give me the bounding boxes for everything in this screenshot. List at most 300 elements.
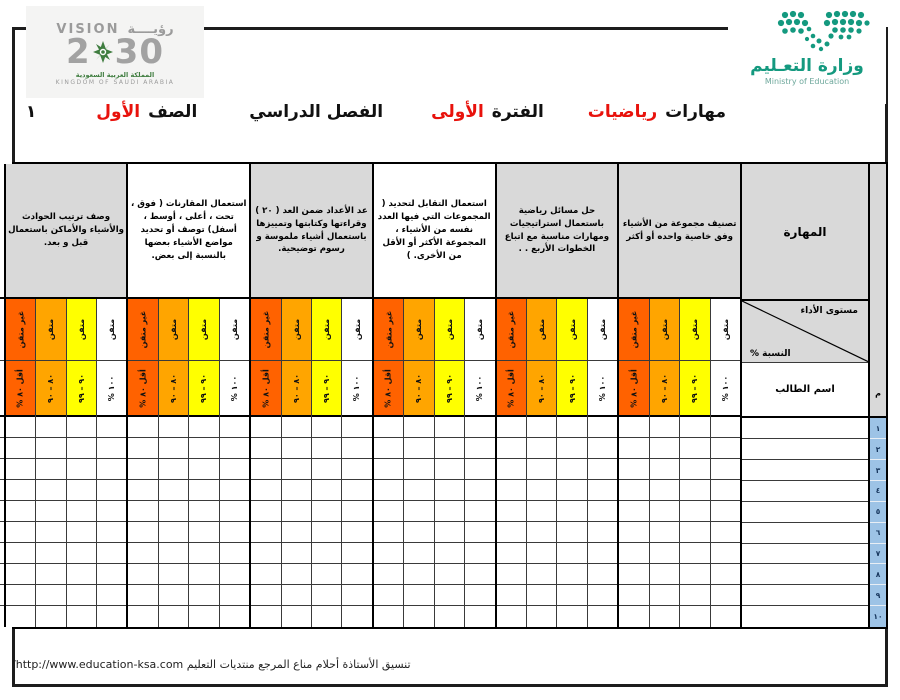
mark-cell[interactable] (220, 522, 249, 543)
mark-cell[interactable] (588, 501, 617, 522)
row-number-cell: ٩ (870, 585, 886, 606)
student-name-cell[interactable] (742, 502, 868, 523)
mark-cell[interactable] (220, 501, 249, 522)
mark-cell[interactable] (6, 522, 35, 543)
mark-cell[interactable] (220, 606, 249, 627)
mark-cell[interactable] (159, 585, 188, 606)
mark-cell[interactable] (588, 585, 617, 606)
mark-cell[interactable] (159, 417, 188, 438)
level-header-cell (312, 299, 341, 361)
mark-cell[interactable] (36, 606, 65, 627)
mark-cell[interactable] (404, 501, 433, 522)
mark-cell[interactable] (527, 459, 556, 480)
mark-cell[interactable] (220, 480, 249, 501)
mark-cell[interactable] (557, 606, 586, 627)
mark-cell[interactable] (189, 606, 218, 627)
mark-cell[interactable] (251, 438, 280, 459)
mark-cell[interactable] (97, 585, 126, 606)
mark-cell[interactable] (650, 564, 679, 585)
mark-cell[interactable] (189, 543, 218, 564)
skill-header-cell: تصنيف مجموعة من الأشياء وفق خاصية واحده أو أكثر (619, 164, 740, 299)
mark-cell[interactable] (404, 459, 433, 480)
mark-cell[interactable] (282, 438, 311, 459)
mark-cell[interactable] (67, 480, 96, 501)
mark-cell[interactable] (0, 606, 4, 627)
mark-cell[interactable] (0, 480, 4, 501)
mark-cell[interactable] (189, 522, 218, 543)
mark-cell[interactable] (497, 438, 526, 459)
mark-cell[interactable] (342, 585, 371, 606)
level-subcolumn (434, 299, 464, 627)
mark-cell[interactable] (6, 501, 35, 522)
mark-cell[interactable] (97, 522, 126, 543)
mark-cell[interactable] (650, 417, 679, 438)
mark-cell[interactable] (189, 501, 218, 522)
mark-cell[interactable] (282, 522, 311, 543)
mark-cell[interactable] (557, 417, 586, 438)
mark-cell[interactable] (465, 543, 494, 564)
mark-cell[interactable] (588, 543, 617, 564)
mark-cell[interactable] (342, 417, 371, 438)
mark-cell[interactable] (619, 459, 648, 480)
rotated-label: أقل ٨٠ % (15, 368, 25, 408)
mark-cell[interactable] (282, 480, 311, 501)
mark-cell[interactable] (711, 543, 740, 564)
mark-cell[interactable] (67, 522, 96, 543)
mark-cell[interactable] (0, 501, 4, 522)
mark-cell[interactable] (404, 543, 433, 564)
mark-cell[interactable] (220, 585, 249, 606)
mark-cell[interactable] (435, 564, 464, 585)
mark-cell[interactable] (6, 543, 35, 564)
rotated-label: متقن (76, 318, 86, 341)
mark-cell[interactable] (374, 459, 403, 480)
mark-cell[interactable] (128, 438, 157, 459)
mark-cell[interactable] (711, 606, 740, 627)
mark-cell[interactable] (251, 459, 280, 480)
mark-cell[interactable] (36, 480, 65, 501)
title-segment: ١ (25, 102, 37, 122)
mark-cell[interactable] (97, 438, 126, 459)
mark-cell[interactable] (251, 501, 280, 522)
mark-cell[interactable] (312, 606, 341, 627)
student-name-cell[interactable] (742, 523, 868, 544)
mark-cell[interactable] (97, 543, 126, 564)
mark-cell[interactable] (97, 417, 126, 438)
student-name-cell[interactable] (742, 606, 868, 627)
mark-cell[interactable] (527, 522, 556, 543)
mark-cell[interactable] (220, 417, 249, 438)
student-name-cell[interactable] (742, 564, 868, 585)
mark-cell[interactable] (465, 459, 494, 480)
mark-cell[interactable] (67, 543, 96, 564)
mark-cell[interactable] (619, 522, 648, 543)
mark-cell[interactable] (527, 501, 556, 522)
mark-cell[interactable] (36, 522, 65, 543)
mark-cell[interactable] (251, 480, 280, 501)
vision-country-ar: المملكة العربية السعودية (75, 71, 155, 79)
mark-cell[interactable] (67, 459, 96, 480)
mark-cell[interactable] (97, 501, 126, 522)
mark-cell[interactable] (67, 417, 96, 438)
mark-cell[interactable] (527, 585, 556, 606)
mark-cell[interactable] (159, 522, 188, 543)
mark-cell[interactable] (711, 564, 740, 585)
mark-cell[interactable] (650, 480, 679, 501)
mark-cell[interactable] (67, 585, 96, 606)
rotated-label: غير متقن (15, 310, 25, 349)
mark-cell[interactable] (282, 585, 311, 606)
mark-cell[interactable] (497, 543, 526, 564)
mark-cell[interactable] (497, 501, 526, 522)
mark-cell[interactable] (680, 543, 709, 564)
ministry-logo-dots-icon (743, 8, 871, 54)
mark-cell[interactable] (527, 564, 556, 585)
level-subcolumn (679, 299, 709, 627)
mark-cell[interactable] (497, 480, 526, 501)
mark-cell[interactable] (251, 543, 280, 564)
mark-cell[interactable] (557, 438, 586, 459)
mark-cell[interactable] (251, 585, 280, 606)
mark-cell[interactable] (619, 585, 648, 606)
mark-cell[interactable] (435, 606, 464, 627)
mark-cell[interactable] (465, 480, 494, 501)
mark-cell[interactable] (342, 564, 371, 585)
mark-cell[interactable] (527, 606, 556, 627)
mark-cell[interactable] (220, 564, 249, 585)
mark-cell[interactable] (497, 522, 526, 543)
mark-cell[interactable] (619, 417, 648, 438)
mark-cell[interactable] (711, 417, 740, 438)
mark-cell[interactable] (435, 522, 464, 543)
mark-cell[interactable] (680, 501, 709, 522)
mark-cell[interactable] (128, 564, 157, 585)
mark-cell[interactable] (465, 417, 494, 438)
mark-cell[interactable] (97, 480, 126, 501)
mark-cell[interactable] (497, 459, 526, 480)
mark-cell[interactable] (404, 585, 433, 606)
mark-cell[interactable] (159, 543, 188, 564)
vision-word-en: VISION (56, 22, 120, 37)
percent-range-cell (588, 361, 617, 417)
rotated-label: متقن (291, 318, 301, 341)
mark-cell[interactable] (588, 606, 617, 627)
mark-cell[interactable] (67, 564, 96, 585)
mark-cell[interactable] (0, 438, 4, 459)
mark-cell[interactable] (6, 480, 35, 501)
mark-cell[interactable] (404, 438, 433, 459)
mark-cell[interactable] (36, 543, 65, 564)
mark-cell[interactable] (128, 459, 157, 480)
mark-cell[interactable] (497, 564, 526, 585)
mark-cell[interactable] (6, 459, 35, 480)
mark-cell[interactable] (36, 501, 65, 522)
mark-cell[interactable] (465, 501, 494, 522)
mark-cell[interactable] (312, 417, 341, 438)
mark-cell[interactable] (312, 459, 341, 480)
level-subcolumn (6, 299, 35, 627)
mark-cell[interactable] (0, 543, 4, 564)
mark-cell[interactable] (342, 522, 371, 543)
mark-cell[interactable] (619, 438, 648, 459)
mark-cell[interactable] (527, 543, 556, 564)
mark-cell[interactable] (650, 501, 679, 522)
level-subcolumns (374, 299, 495, 627)
mark-cell[interactable] (0, 585, 4, 606)
rotated-label: متقن (475, 318, 485, 341)
mark-cell[interactable] (374, 480, 403, 501)
mark-cell[interactable] (251, 522, 280, 543)
mark-cell[interactable] (282, 606, 311, 627)
mark-cell[interactable] (588, 564, 617, 585)
mark-cell[interactable] (159, 480, 188, 501)
mark-cell[interactable] (374, 564, 403, 585)
rotated-label: متقن (107, 318, 117, 341)
mark-cell[interactable] (189, 438, 218, 459)
mark-cell[interactable] (680, 480, 709, 501)
mark-cell[interactable] (67, 606, 96, 627)
vision-2030-logo (26, 6, 204, 98)
mark-cell[interactable] (189, 417, 218, 438)
vision-country-en: KINGDOM OF SAUDI ARABIA (55, 79, 175, 86)
mark-cell[interactable] (0, 417, 4, 438)
mark-cell[interactable] (711, 522, 740, 543)
mark-cell[interactable] (282, 543, 311, 564)
mark-cell[interactable] (619, 480, 648, 501)
mark-cell[interactable] (0, 564, 4, 585)
mark-cell[interactable] (36, 459, 65, 480)
mark-cell[interactable] (342, 543, 371, 564)
mark-cell[interactable] (36, 564, 65, 585)
mark-cell[interactable] (588, 459, 617, 480)
mark-cell[interactable] (128, 417, 157, 438)
mark-cell[interactable] (435, 438, 464, 459)
percent-range-cell (312, 361, 341, 417)
mark-cell[interactable] (342, 501, 371, 522)
mark-cell[interactable] (680, 438, 709, 459)
mark-cell[interactable] (711, 480, 740, 501)
level-header-cell (97, 299, 126, 361)
mark-cell[interactable] (680, 606, 709, 627)
rotated-label: ٩٠ – ٩٩ (444, 373, 454, 403)
rotated-label: متقن (567, 318, 577, 341)
mark-cell[interactable] (36, 438, 65, 459)
mark-cell[interactable] (680, 522, 709, 543)
mark-cell[interactable] (619, 564, 648, 585)
mark-cell[interactable] (711, 585, 740, 606)
mark-cell[interactable] (680, 564, 709, 585)
mark-cell[interactable] (67, 501, 96, 522)
mark-cell[interactable] (374, 501, 403, 522)
mark-cell[interactable] (282, 417, 311, 438)
mark-cell[interactable] (251, 564, 280, 585)
mark-cell[interactable] (189, 459, 218, 480)
mark-cell[interactable] (6, 438, 35, 459)
mark-cell[interactable] (374, 417, 403, 438)
mark-cell[interactable] (159, 438, 188, 459)
level-header-cell (527, 299, 556, 361)
rotated-label: غير متقن (384, 310, 394, 349)
mark-cell[interactable] (497, 417, 526, 438)
mark-cell[interactable] (374, 585, 403, 606)
mark-cell[interactable] (680, 417, 709, 438)
mark-cell[interactable] (312, 543, 341, 564)
mark-cell[interactable] (0, 522, 4, 543)
mark-cell[interactable] (619, 606, 648, 627)
mark-cell[interactable] (435, 417, 464, 438)
mark-cell[interactable] (312, 438, 341, 459)
mark-cell[interactable] (711, 438, 740, 459)
mark-cell[interactable] (220, 459, 249, 480)
mark-cell[interactable] (36, 417, 65, 438)
student-name-cell[interactable] (742, 460, 868, 481)
mark-cell[interactable] (128, 585, 157, 606)
mark-cell[interactable] (374, 543, 403, 564)
mark-cell[interactable] (220, 543, 249, 564)
mark-cell[interactable] (650, 543, 679, 564)
mark-cell[interactable] (650, 459, 679, 480)
mark-cell[interactable] (282, 564, 311, 585)
mark-cell[interactable] (435, 585, 464, 606)
mark-cell[interactable] (404, 480, 433, 501)
mark-cell[interactable] (374, 606, 403, 627)
mark-cell[interactable] (557, 564, 586, 585)
mark-cell[interactable] (497, 585, 526, 606)
mark-cell[interactable] (6, 606, 35, 627)
mark-cell[interactable] (557, 543, 586, 564)
mark-cell[interactable] (189, 480, 218, 501)
mark-cell[interactable] (159, 606, 188, 627)
mark-cell[interactable] (619, 501, 648, 522)
mark-cell[interactable] (0, 459, 4, 480)
mark-cell[interactable] (374, 438, 403, 459)
mark-cell[interactable] (36, 585, 65, 606)
skill-label-column (740, 164, 868, 627)
mark-cell[interactable] (128, 606, 157, 627)
mark-cell[interactable] (650, 438, 679, 459)
level-subcolumn (0, 299, 4, 627)
title-segment: مهارات (665, 102, 726, 122)
rotated-label: ١٠٠ % (475, 375, 485, 401)
level-subcolumn (649, 299, 679, 627)
mark-cell[interactable] (312, 501, 341, 522)
mark-cell[interactable] (159, 501, 188, 522)
student-name-cell[interactable] (742, 418, 868, 439)
mark-cell[interactable] (342, 480, 371, 501)
skills-grid (0, 164, 740, 627)
mark-cell[interactable] (189, 564, 218, 585)
mark-cell[interactable] (189, 585, 218, 606)
mark-cell[interactable] (435, 543, 464, 564)
mark-cell[interactable] (527, 438, 556, 459)
mark-cell[interactable] (97, 459, 126, 480)
mark-cell[interactable] (128, 480, 157, 501)
mark-cell[interactable] (557, 480, 586, 501)
mark-cell[interactable] (374, 522, 403, 543)
mark-cell[interactable] (557, 522, 586, 543)
mark-cell[interactable] (588, 480, 617, 501)
mark-cell[interactable] (282, 459, 311, 480)
vision-word-ar: رؤيــــة (127, 22, 174, 37)
mark-cell[interactable] (404, 522, 433, 543)
mark-cell[interactable] (128, 501, 157, 522)
mark-cell[interactable] (282, 501, 311, 522)
mark-cell[interactable] (650, 606, 679, 627)
mark-cell[interactable] (435, 480, 464, 501)
mark-cell[interactable] (711, 459, 740, 480)
rotated-label: ٨٠ – ٩٠ (46, 373, 56, 403)
mark-cell[interactable] (6, 585, 35, 606)
student-name-cell[interactable] (742, 544, 868, 565)
mark-cell[interactable] (342, 606, 371, 627)
mark-cell[interactable] (557, 459, 586, 480)
student-name-cell[interactable] (742, 439, 868, 460)
mark-cell[interactable] (404, 417, 433, 438)
mark-cell[interactable] (312, 564, 341, 585)
mark-cell[interactable] (465, 438, 494, 459)
mark-cell[interactable] (557, 585, 586, 606)
mark-cell[interactable] (97, 606, 126, 627)
mark-cell[interactable] (527, 480, 556, 501)
mark-cell[interactable] (465, 522, 494, 543)
mark-cell[interactable] (342, 438, 371, 459)
mark-cell[interactable] (465, 585, 494, 606)
mark-cell[interactable] (588, 438, 617, 459)
mark-cell[interactable] (97, 564, 126, 585)
mark-cell[interactable] (6, 417, 35, 438)
mark-cell[interactable] (588, 522, 617, 543)
mark-cell[interactable] (342, 459, 371, 480)
percent-range-cell (36, 361, 65, 417)
mark-cell[interactable] (404, 564, 433, 585)
mark-cell[interactable] (67, 438, 96, 459)
skill-header-cell (0, 164, 4, 299)
mark-cell[interactable] (6, 564, 35, 585)
mark-cell[interactable] (497, 606, 526, 627)
mark-cell[interactable] (557, 501, 586, 522)
mark-cell[interactable] (435, 501, 464, 522)
student-name-cell[interactable] (742, 481, 868, 502)
mark-cell[interactable] (711, 501, 740, 522)
mark-cell[interactable] (435, 459, 464, 480)
mark-cell[interactable] (312, 522, 341, 543)
mark-cell[interactable] (251, 606, 280, 627)
mark-cell[interactable] (159, 459, 188, 480)
mark-cell[interactable] (128, 522, 157, 543)
mark-cell[interactable] (312, 585, 341, 606)
mark-cell[interactable] (128, 543, 157, 564)
mark-cell[interactable] (650, 585, 679, 606)
mark-cell[interactable] (312, 480, 341, 501)
mark-cell[interactable] (619, 543, 648, 564)
mark-cell[interactable] (465, 606, 494, 627)
level-header-cell (711, 299, 740, 361)
student-name-cell[interactable] (742, 585, 868, 606)
mark-cell[interactable] (680, 585, 709, 606)
mark-cell[interactable] (588, 417, 617, 438)
mark-cell[interactable] (251, 417, 280, 438)
mark-cell[interactable] (650, 522, 679, 543)
performance-level-label: مستوى الأداء (800, 306, 858, 317)
mark-cell[interactable] (527, 417, 556, 438)
mark-cell[interactable] (680, 459, 709, 480)
mark-cell[interactable] (404, 606, 433, 627)
mark-cell[interactable] (159, 564, 188, 585)
level-header-cell (189, 299, 218, 361)
mark-cell[interactable] (220, 438, 249, 459)
level-header-cell (159, 299, 188, 361)
mark-cell[interactable] (465, 564, 494, 585)
